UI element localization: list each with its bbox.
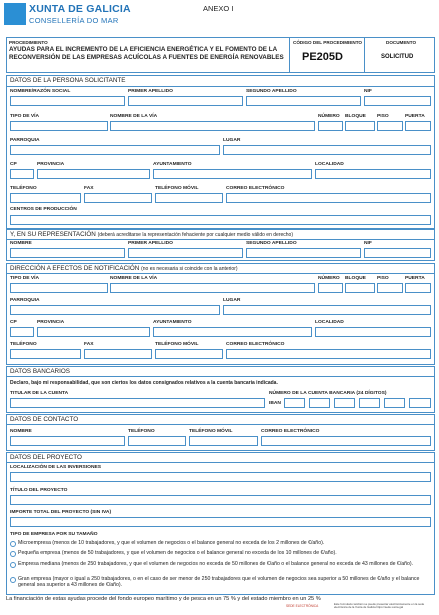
mobile-field[interactable] (155, 193, 223, 203)
label-province: PROVINCIA (37, 162, 65, 167)
label-production-centers: CENTROS DE PRODUCCIÓN (10, 207, 77, 212)
label-parish: PARROQUIA (10, 298, 40, 303)
label-door: PUERTA (405, 276, 425, 281)
procedure-code-label: CÓDIGO DEL PROCEDIMIENTO (293, 40, 362, 45)
notif-municipality-field[interactable] (153, 327, 312, 337)
contact-section (6, 414, 435, 451)
representative-section (6, 229, 435, 261)
procedure-header (6, 37, 435, 73)
label-phone: TELÉFONO (10, 342, 37, 347)
brand-name: XUNTA DE GALICIA (29, 3, 131, 15)
contact-mobile-field[interactable] (189, 436, 258, 446)
province-field[interactable] (37, 169, 150, 179)
municipality-field[interactable] (153, 169, 312, 179)
road-name-field[interactable] (110, 121, 315, 131)
account-part2-field[interactable] (409, 398, 431, 408)
label-contact-phone: TELÉFONO (128, 429, 155, 434)
locality-field[interactable] (315, 169, 431, 179)
notif-mobile-field[interactable] (155, 349, 223, 359)
label-municipality: AYUNTAMIENTO (153, 320, 192, 325)
fax-field[interactable] (84, 193, 152, 203)
notif-locality-field[interactable] (315, 327, 431, 337)
office-field[interactable] (334, 398, 355, 408)
label-number: NÚMERO (318, 114, 340, 119)
label-account-number: NÚMERO DE LA CUENTA BANCARIA (24 DÍGITOS) (269, 391, 387, 396)
label-contact-mobile: TELÉFONO MÓVIL (189, 429, 233, 434)
floor-field[interactable] (377, 121, 403, 131)
section-title: DATOS DE LA PERSONA SOLICITANTE (10, 77, 126, 84)
label-location: LOCALIZACIÓN DE LAS INVERSIONES (10, 465, 102, 470)
title-main: DIRECCIÓN A EFECTOS DE NOTIFICACIÓN (10, 265, 140, 272)
applicant-section (6, 75, 435, 229)
notif-place-field[interactable] (223, 305, 431, 315)
label-nif: NIF (364, 241, 372, 246)
nif-field[interactable] (364, 96, 431, 106)
micro-radio[interactable] (10, 541, 16, 547)
rep-second-surname-field[interactable] (246, 248, 361, 258)
title-note: (no es necesaria si coincide con la anterior) (141, 266, 238, 272)
contact-phone-field[interactable] (128, 436, 186, 446)
door-field[interactable] (405, 121, 431, 131)
option-medium: Empresa mediana (menos de 250 trabajadores, y que el volumen de negocios no exceda de 50 millones de €/año o el balance general no exceda de 43 millones de €/año). (18, 561, 414, 567)
label-parish: PARROQUIA (10, 138, 40, 143)
section-title: DATOS DE CONTACTO (10, 416, 79, 423)
label-municipality: AYUNTAMIENTO (153, 162, 192, 167)
label-floor: PISO (377, 276, 389, 281)
small-radio[interactable] (10, 551, 16, 557)
label-block: BLOQUE (345, 114, 366, 119)
medium-radio[interactable] (10, 562, 16, 568)
label-mobile: TELÉFONO MÓVIL (155, 186, 199, 191)
notif-postal-code-field[interactable] (10, 327, 34, 337)
label-road-type: TIPO DE VÍA (10, 114, 40, 119)
bank-declaration: Declaro, bajo mi responsabilidad, que son ciertos los datos consignados relativos a la cuenta bancaria indicada. (10, 380, 278, 386)
place-field[interactable] (223, 145, 431, 155)
procedure-title: AYUDAS PARA EL INCREMENTO DE LA EFICIENCIA ENERGÉTICA Y EL FOMENTO DE LA RECONVERSIÓN DE LAS EMPRESAS ACUÍCOLAS A FUENTES DE ENERGÍA RENOVABLES (9, 46, 284, 61)
label-project-title: TÍTULO DEL PROYECTO (10, 488, 68, 493)
notif-email-field[interactable] (226, 349, 431, 359)
postal-code-field[interactable] (10, 169, 34, 179)
label-postal-code: CP (10, 162, 17, 167)
label-account-holder: TITULAR DE LA CUENTA (10, 391, 69, 396)
location-field[interactable] (10, 472, 431, 482)
section-title (10, 265, 238, 272)
phone-field[interactable] (10, 193, 81, 203)
section-title: DATOS DEL PROYECTO (10, 454, 82, 461)
production-centers-field[interactable] (10, 215, 431, 225)
entity-field[interactable] (309, 398, 330, 408)
document-label: DOCUMENTO (386, 40, 417, 45)
large-radio[interactable] (10, 577, 16, 583)
contact-email-field[interactable] (261, 436, 431, 446)
second-surname-field[interactable] (246, 96, 361, 106)
procedure-code: PE205D (302, 51, 343, 63)
project-title-field[interactable] (10, 495, 431, 505)
name-field[interactable] (10, 96, 125, 106)
brand-department: CONSELLERÍA DO MAR (29, 16, 119, 25)
notif-parish-field[interactable] (10, 305, 220, 315)
notif-province-field[interactable] (37, 327, 150, 337)
notif-road-name-field[interactable] (110, 283, 315, 293)
label-phone: TELÉFONO (10, 186, 37, 191)
label-road-name: NOMBRE DE LA VÍA (110, 276, 158, 281)
rep-nif-field[interactable] (364, 248, 431, 258)
label-road-type: TIPO DE VÍA (10, 276, 40, 281)
label-road-name: NOMBRE DE LA VÍA (110, 114, 158, 119)
rep-name-field[interactable] (10, 248, 125, 258)
label-fax: FAX (84, 186, 94, 191)
label-door: PUERTA (405, 114, 425, 119)
contact-name-field[interactable] (10, 436, 125, 446)
label-email: CORREO ELECTRÓNICO (226, 342, 285, 347)
notif-fax-field[interactable] (84, 349, 152, 359)
email-field[interactable] (226, 193, 431, 203)
label-locality: LOCALIDAD (315, 162, 344, 167)
label-number: NÚMERO (318, 276, 340, 281)
annex-label: ANEXO I (203, 4, 234, 13)
label-first-surname: PRIMER APELLIDO (128, 89, 173, 94)
parish-field[interactable] (10, 145, 220, 155)
bank-section (6, 366, 435, 413)
section-title: DATOS BANCARIOS (10, 368, 70, 375)
title-main: Y, EN SU REPRESENTACIÓN (10, 231, 96, 238)
label-total-amount: IMPORTE TOTAL DEL PROYECTO (SIN IVA) (10, 510, 112, 515)
notification-section (6, 263, 435, 365)
notif-number-field[interactable] (318, 283, 343, 293)
label-block: BLOQUE (345, 276, 366, 281)
option-micro: Microempresa (menos de 10 trabajadores, y que el volumen de negocios o el balance general no exceda de los 2 millones de €/año). (18, 540, 325, 546)
label-floor: PISO (377, 114, 389, 119)
option-small: Pequeña empresa (menos de 50 trabajadores, y que el volumen de negocios o el balance general no exceda de los 10 millones de €/año). (18, 550, 337, 556)
road-type-field[interactable] (10, 121, 108, 131)
label-postal-code: CP (10, 320, 17, 325)
section-title (10, 231, 293, 238)
label-first-surname: PRIMER APELLIDO (128, 241, 173, 246)
label-company-type: TIPO DE EMPRESA POR SU TAMAÑO (10, 532, 98, 537)
option-large: Gran empresa (mayor o igual a 250 trabajadores, o en el caso de ser menor de 250 trabajadores que el volumen de negocios sea superior a 50 millones de €/año y el balance general sea superior a 43 millones de €/año). (18, 576, 420, 589)
label-mobile: TELÉFONO MÓVIL (155, 342, 199, 347)
label-place: LUGAR (223, 298, 241, 303)
total-amount-field[interactable] (10, 517, 431, 527)
label-place: LUGAR (223, 138, 241, 143)
procedure-label: PROCEDIMIENTO (9, 40, 48, 45)
dc-field[interactable] (359, 398, 380, 408)
number-field[interactable] (318, 121, 343, 131)
title-note: (deberá acreditarse la representación fehaciente por cualquier medio válido en derecho) (97, 232, 293, 238)
document-type: SOLICITUD (381, 54, 414, 60)
notif-door-field[interactable] (405, 283, 431, 293)
label-fax: FAX (84, 342, 94, 347)
notif-phone-field[interactable] (10, 349, 81, 359)
label-province: PROVINCIA (37, 320, 65, 325)
label-name: NOMBRE/RAZÓN SOCIAL (10, 89, 71, 94)
notif-floor-field[interactable] (377, 283, 403, 293)
label-second-surname: SEGUNDO APELLIDO (246, 89, 297, 94)
label-contact-email: CORREO ELECTRÓNICO (261, 429, 320, 434)
block-field[interactable] (345, 121, 375, 131)
notif-road-type-field[interactable] (10, 283, 108, 293)
account-holder-field[interactable] (10, 398, 265, 408)
project-section (6, 452, 435, 595)
financing-note: La financiación de estas ayudas procede del fondo europeo marítimo y de pesca en un 75 % y del estado miembro en un 25 % (6, 596, 321, 602)
label-nif: NIF (364, 89, 372, 94)
iban-field[interactable] (284, 398, 305, 408)
label-email: CORREO ELECTRÓNICO (226, 186, 285, 191)
electronic-submission-note: Este formulario también se puede presentar electrónicamente en la sede electrónica de la Xunta de Galicia https://sede.xunta.gal (334, 602, 425, 610)
notif-block-field[interactable] (345, 283, 375, 293)
label-iban: IBAN (269, 401, 281, 406)
account-part1-field[interactable] (384, 398, 405, 408)
first-surname-field[interactable] (128, 96, 243, 106)
label-locality: LOCALIDAD (315, 320, 344, 325)
xunta-logo-icon (4, 3, 26, 25)
sede-electronica-mark: SEDE ELECTRÓNICA (286, 604, 319, 608)
label-second-surname: SEGUNDO APELLIDO (246, 241, 297, 246)
label-name: NOMBRE (10, 241, 32, 246)
label-contact-name: NOMBRE (10, 429, 32, 434)
rep-first-surname-field[interactable] (128, 248, 243, 258)
